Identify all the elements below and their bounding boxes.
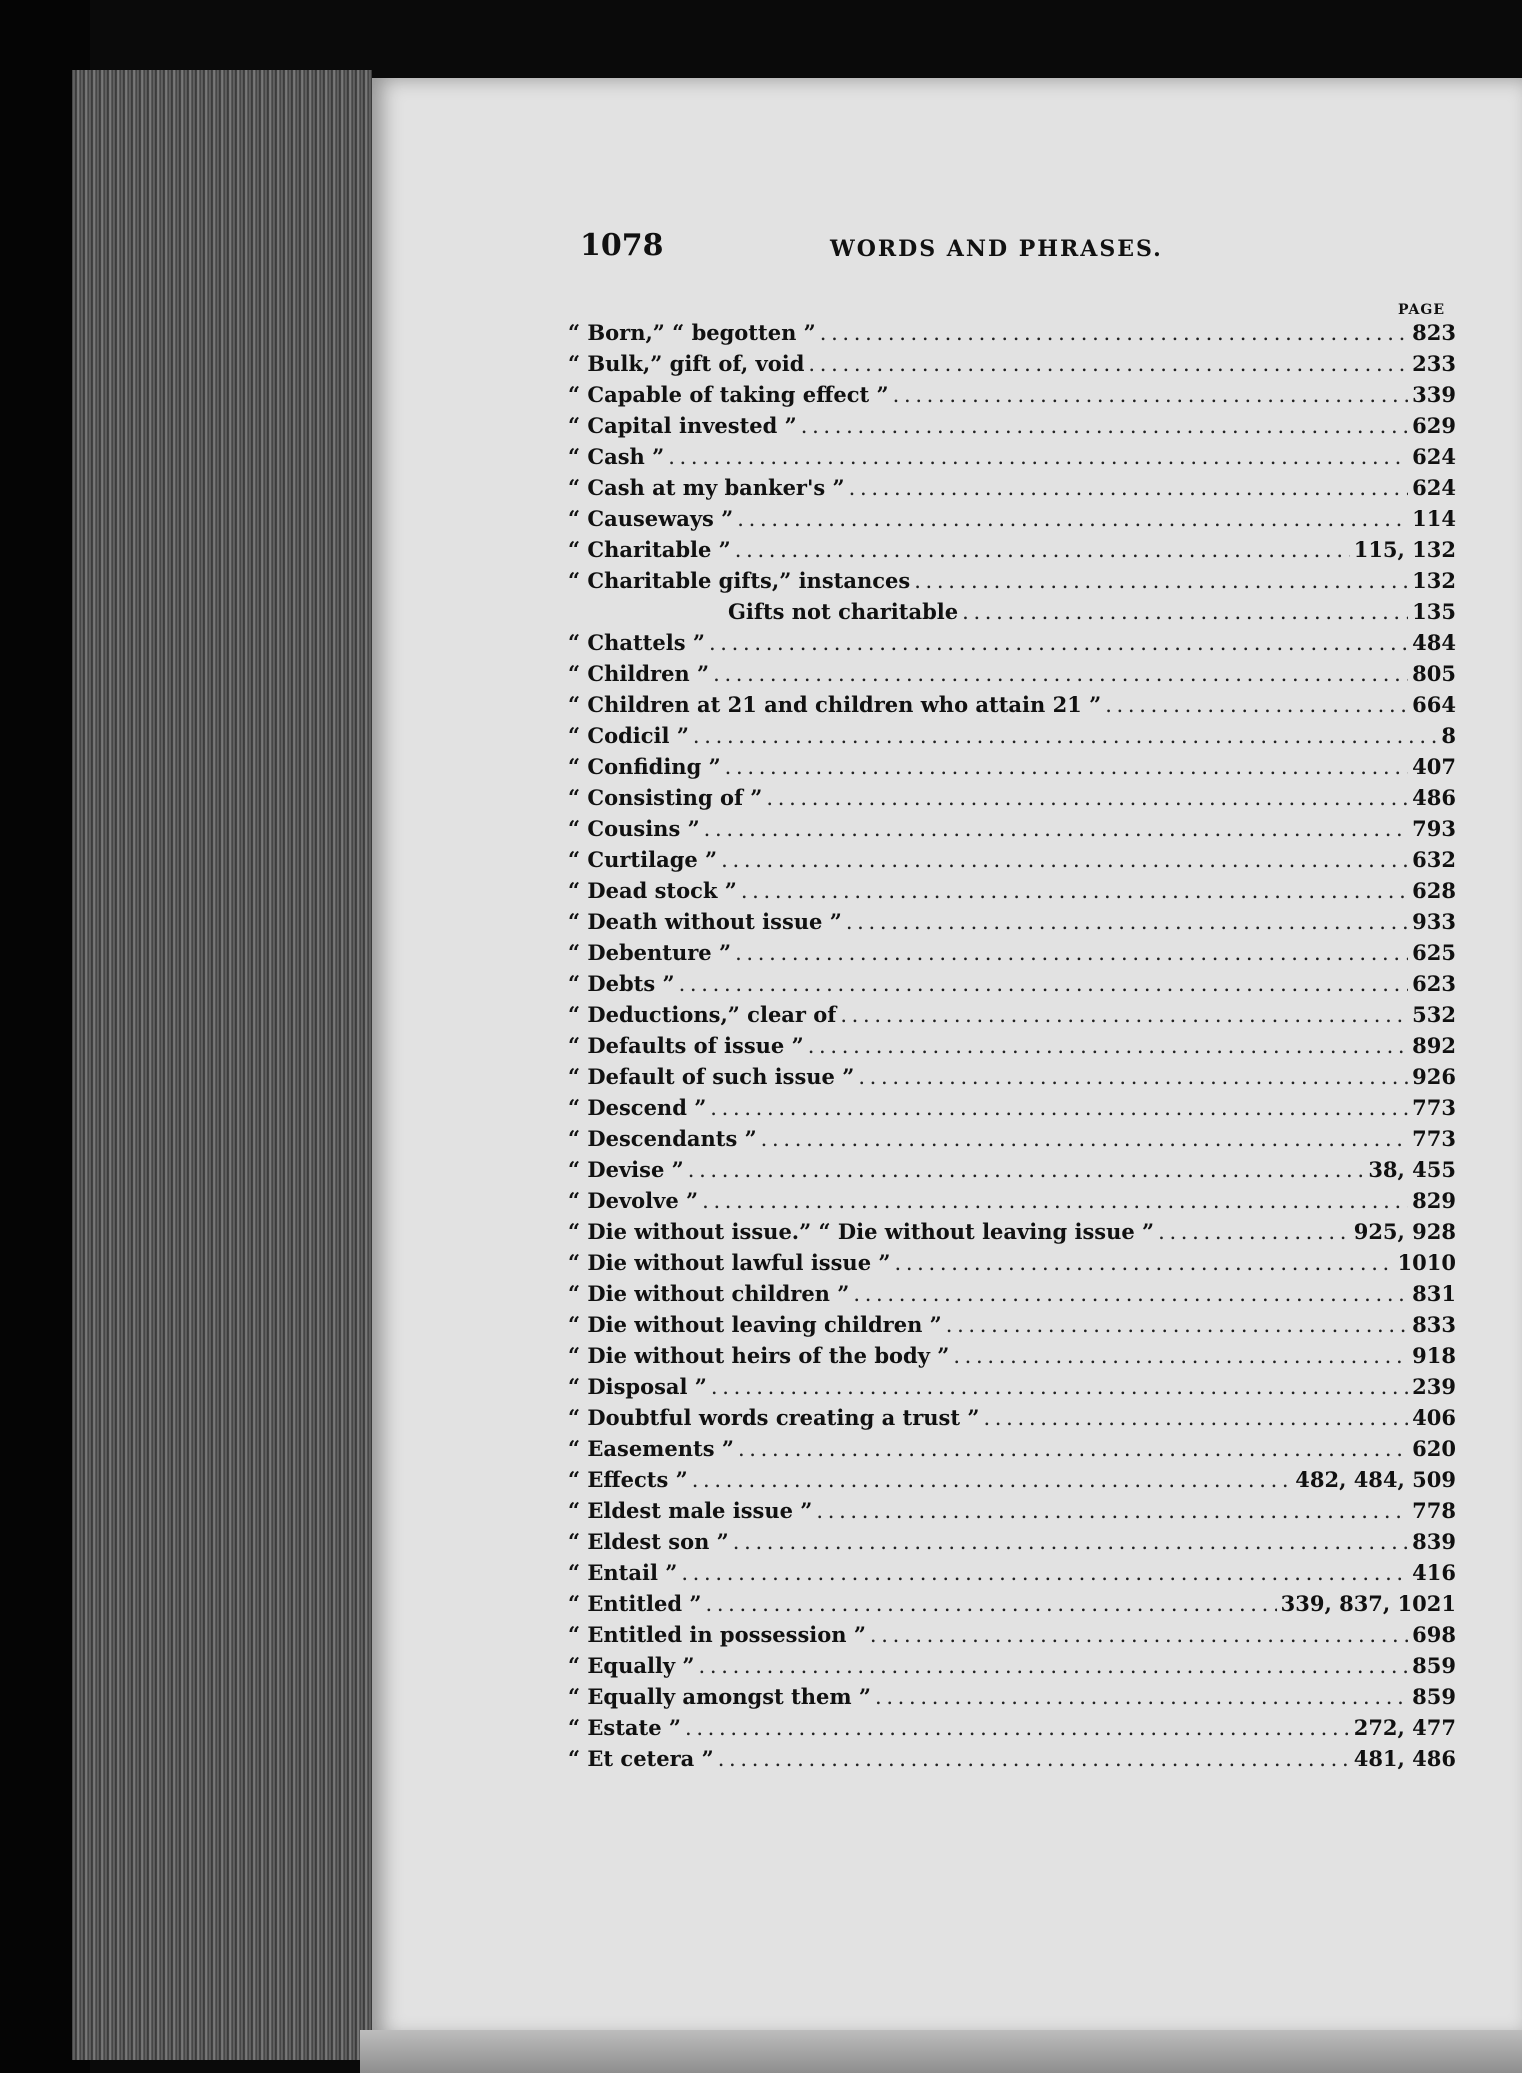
index-entry [568, 413, 1456, 444]
entry-pages: 624 [1412, 444, 1456, 469]
entry-pages: 272, 477 [1353, 1715, 1456, 1740]
dot-leader [820, 321, 1408, 345]
entry-term: “ Equally amongst them ” [568, 1684, 871, 1709]
dot-leader [840, 1003, 1408, 1027]
entry-term: “ Confiding ” [568, 754, 721, 779]
dot-leader [858, 1065, 1408, 1089]
entry-pages: 823 [1412, 320, 1456, 345]
entry-pages: 773 [1412, 1126, 1456, 1151]
entry-pages: 484 [1412, 630, 1456, 655]
dot-leader [1105, 693, 1408, 717]
entry-pages: 698 [1412, 1622, 1456, 1647]
entry-pages: 532 [1412, 1002, 1456, 1027]
entry-term: “ Bulk,” gift of, void [568, 351, 805, 376]
entry-term: “ Cash ” [568, 444, 665, 469]
entry-term: “ Cash at my banker's ” [568, 475, 845, 500]
entry-pages: 664 [1412, 692, 1456, 717]
entry-pages: 624 [1412, 475, 1456, 500]
entry-pages: 339, 837, 1021 [1280, 1591, 1456, 1616]
index-entry [568, 909, 1456, 940]
entry-term: “ Estate ” [568, 1715, 681, 1740]
index-entry [568, 1281, 1456, 1312]
entry-pages: 486 [1412, 785, 1456, 810]
entry-term: “ Effects ” [568, 1467, 688, 1492]
entry-pages: 38, 455 [1368, 1157, 1456, 1182]
dot-leader [721, 848, 1408, 872]
index-entry [568, 630, 1456, 661]
index-entry [568, 1095, 1456, 1126]
dot-leader [688, 1158, 1365, 1182]
entry-pages: 416 [1412, 1560, 1456, 1585]
index-entry [568, 568, 1456, 599]
dot-leader [1158, 1220, 1350, 1244]
dot-leader [962, 600, 1408, 624]
dot-leader [718, 1747, 1350, 1771]
index-entry [568, 444, 1456, 475]
index-entry [568, 971, 1456, 1002]
entry-pages: 481, 486 [1353, 1746, 1456, 1771]
index-entry [568, 847, 1456, 878]
entry-term: “ Doubtful words creating a trust ” [568, 1405, 980, 1430]
dot-leader [725, 755, 1409, 779]
entry-pages: 114 [1412, 506, 1456, 531]
entry-pages: 805 [1412, 661, 1456, 686]
entry-term: “ Charitable gifts,” instances [568, 568, 911, 593]
entry-term: “ Eldest male issue ” [568, 1498, 813, 1523]
entry-term: “ Eldest son ” [568, 1529, 729, 1554]
entry-term: “ Dead stock ” [568, 878, 737, 903]
entry-term: “ Consisting of ” [568, 785, 763, 810]
dot-leader [816, 1499, 1408, 1523]
index-entry [568, 661, 1456, 692]
index-entry [568, 940, 1456, 971]
dot-leader [801, 414, 1408, 438]
index-entry [568, 1002, 1456, 1033]
entry-term: “ Die without heirs of the body ” [568, 1343, 950, 1368]
entry-pages: 132 [1412, 568, 1456, 593]
entry-term: “ Entitled ” [568, 1591, 702, 1616]
index-entry [568, 1374, 1456, 1405]
dot-leader [737, 507, 1408, 531]
dot-leader [875, 1685, 1408, 1709]
entry-term: “ Causeways ” [568, 506, 734, 531]
index-entry [568, 1684, 1456, 1715]
index-entry [568, 537, 1456, 568]
entry-term: “ Charitable ” [568, 537, 731, 562]
dot-leader [704, 817, 1408, 841]
entry-pages: 620 [1412, 1436, 1456, 1461]
entry-term: “ Capital invested ” [568, 413, 797, 438]
entry-term: “ Born,” “ begotten ” [568, 320, 816, 345]
index-entry [568, 1653, 1456, 1684]
entry-pages: 233 [1412, 351, 1456, 376]
book-page-edges [72, 70, 372, 2060]
entry-term: “ Die without lawful issue ” [568, 1250, 891, 1275]
dot-leader [983, 1406, 1408, 1430]
entry-pages: 918 [1412, 1343, 1456, 1368]
dot-leader [710, 1096, 1408, 1120]
entry-pages: 778 [1412, 1498, 1456, 1523]
entry-term: “ Debenture ” [568, 940, 732, 965]
index-entry [568, 1715, 1456, 1746]
dot-leader [681, 1561, 1408, 1585]
index-entry [568, 1591, 1456, 1622]
dot-leader [735, 538, 1350, 562]
index-entry [568, 878, 1456, 909]
entry-pages: 239 [1412, 1374, 1456, 1399]
index-entry [568, 1498, 1456, 1529]
dot-leader [702, 1189, 1408, 1213]
entry-term: “ Entitled in possession ” [568, 1622, 866, 1647]
dot-leader [846, 910, 1408, 934]
index-entry [568, 320, 1456, 351]
index-entry [568, 754, 1456, 785]
entry-term: “ Children at 21 and children who attain 21 ” [568, 692, 1102, 717]
dot-leader [849, 476, 1409, 500]
dot-leader [692, 1468, 1292, 1492]
entry-pages: 628 [1412, 878, 1456, 903]
dot-leader [679, 972, 1409, 996]
entry-pages: 632 [1412, 847, 1456, 872]
dot-leader [705, 1592, 1276, 1616]
dot-leader [711, 1375, 1408, 1399]
running-title: WORDS AND PHRASES. [830, 236, 1163, 262]
entry-term: “ Easements ” [568, 1436, 734, 1461]
entry-term: “ Chattels ” [568, 630, 705, 655]
entry-term: “ Entail ” [568, 1560, 678, 1585]
dot-leader [953, 1344, 1408, 1368]
entry-pages: 135 [1412, 599, 1456, 624]
entry-term: “ Children ” [568, 661, 710, 686]
entry-pages: 831 [1412, 1281, 1456, 1306]
entry-pages: 625 [1412, 940, 1456, 965]
dot-leader [693, 724, 1437, 748]
entry-pages: 933 [1412, 909, 1456, 934]
entry-pages: 859 [1412, 1684, 1456, 1709]
entry-term: “ Et cetera ” [568, 1746, 714, 1771]
entry-pages: 8 [1441, 723, 1456, 748]
dot-leader [914, 569, 1408, 593]
page-bottom-edge [360, 2030, 1522, 2073]
index-entry [568, 1188, 1456, 1219]
index-entry [568, 692, 1456, 723]
entry-term: “ Descend ” [568, 1095, 707, 1120]
entry-pages: 773 [1412, 1095, 1456, 1120]
index-entry [568, 1033, 1456, 1064]
entry-term: “ Devolve ” [568, 1188, 699, 1213]
dot-leader [735, 941, 1408, 965]
page-number: 1078 [580, 228, 664, 263]
dot-leader [808, 352, 1408, 376]
entry-pages: 833 [1412, 1312, 1456, 1337]
entry-term: “ Defaults of issue ” [568, 1033, 804, 1058]
dot-leader [946, 1313, 1408, 1337]
entry-pages: 115, 132 [1353, 537, 1456, 562]
dot-leader [761, 1127, 1408, 1151]
entry-term: “ Deductions,” clear of [568, 1002, 837, 1027]
entry-term: “ Die without children ” [568, 1281, 850, 1306]
index-entry [568, 382, 1456, 413]
index-entry [568, 1250, 1456, 1281]
index-entry [568, 475, 1456, 506]
entry-term: “ Die without leaving children ” [568, 1312, 942, 1337]
entry-pages: 407 [1412, 754, 1456, 779]
index-entry [568, 1746, 1456, 1777]
index-entry [568, 1219, 1456, 1250]
entry-pages: 482, 484, 509 [1295, 1467, 1456, 1492]
entry-term: “ Equally ” [568, 1653, 695, 1678]
entry-term: “ Disposal ” [568, 1374, 707, 1399]
entry-pages: 339 [1412, 382, 1456, 407]
entry-pages: 839 [1412, 1529, 1456, 1554]
entry-term: “ Codicil ” [568, 723, 689, 748]
entry-pages: 623 [1412, 971, 1456, 996]
index-entry [568, 351, 1456, 382]
dot-leader [713, 662, 1408, 686]
dot-leader [893, 383, 1409, 407]
index-entry [568, 1343, 1456, 1374]
entry-pages: 892 [1412, 1033, 1456, 1058]
entry-pages: 829 [1412, 1188, 1456, 1213]
entry-pages: 793 [1412, 816, 1456, 841]
page-column-label: PAGE [1398, 302, 1445, 318]
dot-leader [699, 1654, 1409, 1678]
entry-term: “ Death without issue ” [568, 909, 842, 934]
entry-pages: 859 [1412, 1653, 1456, 1678]
dot-leader [808, 1034, 1408, 1058]
index-entry [568, 1157, 1456, 1188]
index-entry [568, 1529, 1456, 1560]
dot-leader [853, 1282, 1408, 1306]
dot-leader [685, 1716, 1350, 1740]
dot-leader [733, 1530, 1408, 1554]
entry-term: “ Descendants ” [568, 1126, 757, 1151]
index-entry [568, 785, 1456, 816]
entry-term: Gifts not charitable [728, 599, 959, 624]
index-entry [568, 506, 1456, 537]
index-entry [568, 1405, 1456, 1436]
index-entry [568, 1467, 1456, 1498]
dot-leader [894, 1251, 1393, 1275]
index-entry [568, 599, 1456, 630]
index-entry [568, 1560, 1456, 1591]
entry-pages: 406 [1412, 1405, 1456, 1430]
index-entry [568, 1436, 1456, 1467]
dot-leader [738, 1437, 1408, 1461]
entry-term: “ Devise ” [568, 1157, 684, 1182]
entry-term: “ Cousins ” [568, 816, 700, 841]
index-entry [568, 1312, 1456, 1343]
entry-pages: 629 [1412, 413, 1456, 438]
entry-pages: 926 [1412, 1064, 1456, 1089]
dot-leader [870, 1623, 1408, 1647]
dot-leader [668, 445, 1408, 469]
entry-term: “ Debts ” [568, 971, 675, 996]
entry-pages: 1010 [1397, 1250, 1456, 1275]
entry-pages: 925, 928 [1353, 1219, 1456, 1244]
entry-term: “ Capable of taking effect ” [568, 382, 889, 407]
dot-leader [741, 879, 1408, 903]
index-entries [568, 320, 1456, 1777]
entry-term: “ Default of such issue ” [568, 1064, 855, 1089]
dot-leader [709, 631, 1408, 655]
index-entry [568, 723, 1456, 754]
index-entry [568, 1622, 1456, 1653]
dot-leader [766, 786, 1408, 810]
entry-term: “ Curtilage ” [568, 847, 718, 872]
index-entry [568, 1064, 1456, 1095]
entry-term: “ Die without issue.” “ Die without leaving issue ” [568, 1219, 1155, 1244]
page-header [580, 228, 1440, 268]
index-entry [568, 816, 1456, 847]
index-entry [568, 1126, 1456, 1157]
